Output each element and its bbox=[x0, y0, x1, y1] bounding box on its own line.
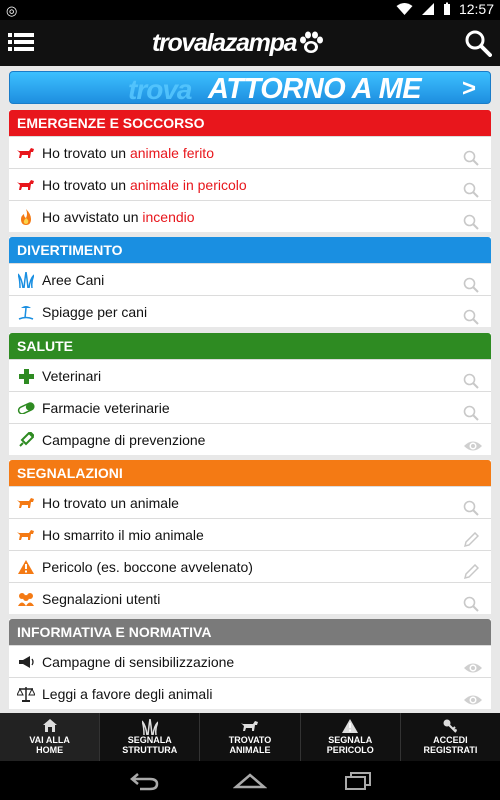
clock: 12:57 bbox=[458, 1, 494, 17]
search-icon[interactable] bbox=[463, 272, 481, 288]
menu-row-label bbox=[42, 169, 247, 201]
section-0 bbox=[9, 110, 491, 232]
nav-label-line1: ACCEDI bbox=[433, 735, 468, 745]
search-icon[interactable] bbox=[464, 29, 492, 57]
syringe-icon bbox=[17, 432, 35, 448]
nav-button-3[interactable] bbox=[300, 713, 400, 761]
nav-label-line1: SEGNALA bbox=[328, 735, 373, 745]
dog-icon bbox=[17, 527, 35, 543]
menu-row[interactable] bbox=[9, 391, 491, 423]
label-text: Segnalazioni utenti bbox=[42, 591, 161, 607]
menu-row[interactable] bbox=[9, 423, 491, 455]
section-header: INFORMATIVA E NORMATIVA bbox=[9, 619, 491, 645]
dog-icon bbox=[17, 145, 35, 161]
label-text: Spiagge per cani bbox=[42, 304, 148, 320]
search-icon[interactable] bbox=[463, 209, 481, 225]
warning-icon bbox=[301, 719, 400, 733]
cross-icon bbox=[17, 368, 35, 384]
menu-row[interactable] bbox=[9, 645, 491, 677]
app-logo: trovalazampa bbox=[152, 28, 324, 58]
nav-label-line2: PERICOLO bbox=[326, 745, 374, 755]
label-text: Ho trovato un bbox=[42, 145, 130, 161]
menu-row[interactable] bbox=[9, 518, 491, 550]
label-text: Farmacie veterinarie bbox=[42, 400, 170, 416]
nav-button-1[interactable] bbox=[99, 713, 199, 761]
signal-icon bbox=[421, 2, 435, 16]
label-highlight: incendio bbox=[142, 209, 195, 225]
pencil-icon[interactable] bbox=[463, 527, 481, 543]
fire-icon bbox=[17, 209, 35, 225]
label-text: Campagne di sensibilizzazione bbox=[42, 654, 235, 670]
section-header: SEGNALAZIONI bbox=[9, 460, 491, 486]
nav-button-4[interactable] bbox=[400, 713, 500, 761]
menu-row[interactable] bbox=[9, 168, 491, 200]
menu-row[interactable] bbox=[9, 200, 491, 232]
nav-label-line1: TROVATO bbox=[228, 735, 272, 745]
paw-icon bbox=[298, 31, 324, 55]
section-2 bbox=[9, 333, 491, 455]
banner-title: ATTORNO A ME bbox=[208, 73, 422, 104]
warning-icon bbox=[17, 559, 35, 575]
pill-icon bbox=[17, 400, 35, 416]
search-icon[interactable] bbox=[463, 177, 481, 193]
menu-row-label bbox=[42, 137, 214, 169]
label-text: Veterinari bbox=[42, 368, 102, 384]
menu-row-label bbox=[42, 424, 205, 456]
label-highlight: animale ferito bbox=[129, 145, 214, 161]
label-highlight: animale in pericolo bbox=[129, 177, 247, 193]
nav-button-2[interactable] bbox=[199, 713, 299, 761]
back-icon[interactable] bbox=[128, 771, 160, 791]
eye-icon[interactable] bbox=[463, 654, 481, 670]
nav-button-0[interactable] bbox=[0, 713, 99, 761]
search-icon[interactable] bbox=[463, 145, 481, 161]
menu-row-label bbox=[42, 678, 212, 710]
menu-icon[interactable] bbox=[8, 31, 34, 53]
search-icon[interactable] bbox=[463, 591, 481, 607]
scales-icon bbox=[17, 686, 35, 702]
status-bar bbox=[0, 0, 500, 20]
grass-icon bbox=[17, 272, 35, 288]
menu-row-label bbox=[42, 551, 253, 583]
system-nav-bar bbox=[0, 761, 500, 800]
section-3 bbox=[9, 460, 491, 614]
nav-label-line2: STRUTTURA bbox=[122, 745, 178, 755]
key-icon bbox=[401, 719, 500, 733]
nav-label-line1: VAI ALLA bbox=[29, 735, 70, 745]
eye-icon[interactable] bbox=[463, 686, 481, 702]
menu-row[interactable] bbox=[9, 295, 491, 327]
menu-row-label bbox=[42, 487, 179, 519]
label-text: Ho smarrito il mio animale bbox=[42, 527, 204, 543]
nearby-banner[interactable] bbox=[9, 71, 491, 104]
label-text: Ho trovato un bbox=[42, 177, 130, 193]
bottom-nav bbox=[0, 713, 500, 761]
menu-row-label bbox=[42, 201, 195, 233]
home-nav-icon[interactable] bbox=[233, 771, 267, 791]
eye-icon[interactable] bbox=[463, 432, 481, 448]
search-icon[interactable] bbox=[463, 400, 481, 416]
section-header: EMERGENZE E SOCCORSO bbox=[9, 110, 491, 136]
label-text: Campagne di prevenzione bbox=[42, 432, 206, 448]
grass-icon bbox=[100, 719, 199, 733]
section-header: DIVERTIMENTO bbox=[9, 237, 491, 263]
gps-icon: ◎ bbox=[6, 3, 18, 18]
section-header: SALUTE bbox=[9, 333, 491, 359]
megaphone-icon bbox=[17, 654, 35, 670]
banner-ghost-text: trova bbox=[128, 74, 192, 104]
menu-row-label bbox=[42, 583, 160, 615]
nav-label-line1: SEGNALA bbox=[127, 735, 172, 745]
users-icon bbox=[17, 591, 35, 607]
label-text: Aree Cani bbox=[42, 272, 105, 288]
dog-icon bbox=[200, 719, 299, 733]
search-icon[interactable] bbox=[463, 304, 481, 320]
app-bar bbox=[0, 20, 500, 66]
nav-label-line2: ANIMALE bbox=[229, 745, 271, 755]
chevron-right-icon: > bbox=[461, 75, 476, 102]
section-4 bbox=[9, 619, 491, 709]
dog-icon bbox=[17, 177, 35, 193]
menu-row[interactable] bbox=[9, 550, 491, 582]
menu-row-label bbox=[42, 519, 204, 551]
section-1 bbox=[9, 237, 491, 327]
search-icon[interactable] bbox=[463, 368, 481, 384]
search-icon[interactable] bbox=[463, 495, 481, 511]
menu-row-label bbox=[42, 264, 104, 296]
label-suffix: (es. boccone avvelenato) bbox=[92, 559, 253, 575]
home-icon bbox=[0, 719, 99, 733]
menu-row[interactable] bbox=[9, 263, 491, 295]
dog-icon bbox=[17, 495, 35, 511]
label-text: Leggi a favore degli animali bbox=[42, 686, 213, 702]
wifi-icon bbox=[396, 2, 413, 16]
beach-icon bbox=[17, 304, 35, 320]
menu-row-label bbox=[42, 360, 101, 392]
battery-icon bbox=[443, 2, 451, 16]
nav-label-line2: REGISTRATI bbox=[423, 745, 478, 755]
nav-label-line2: HOME bbox=[36, 745, 64, 755]
label-text: Ho trovato un animale bbox=[42, 495, 179, 511]
recents-icon[interactable] bbox=[343, 771, 373, 791]
menu-row[interactable] bbox=[9, 486, 491, 518]
menu-row-label bbox=[42, 392, 170, 424]
menu-row[interactable] bbox=[9, 136, 491, 168]
menu-row[interactable] bbox=[9, 359, 491, 391]
menu-row[interactable] bbox=[9, 582, 491, 614]
label-text: Pericolo bbox=[42, 559, 93, 575]
label-text: Ho avvistato un bbox=[42, 209, 143, 225]
menu-row-label bbox=[42, 646, 234, 678]
menu-row[interactable] bbox=[9, 677, 491, 709]
menu-row-label bbox=[42, 296, 147, 328]
pencil-icon[interactable] bbox=[463, 559, 481, 575]
